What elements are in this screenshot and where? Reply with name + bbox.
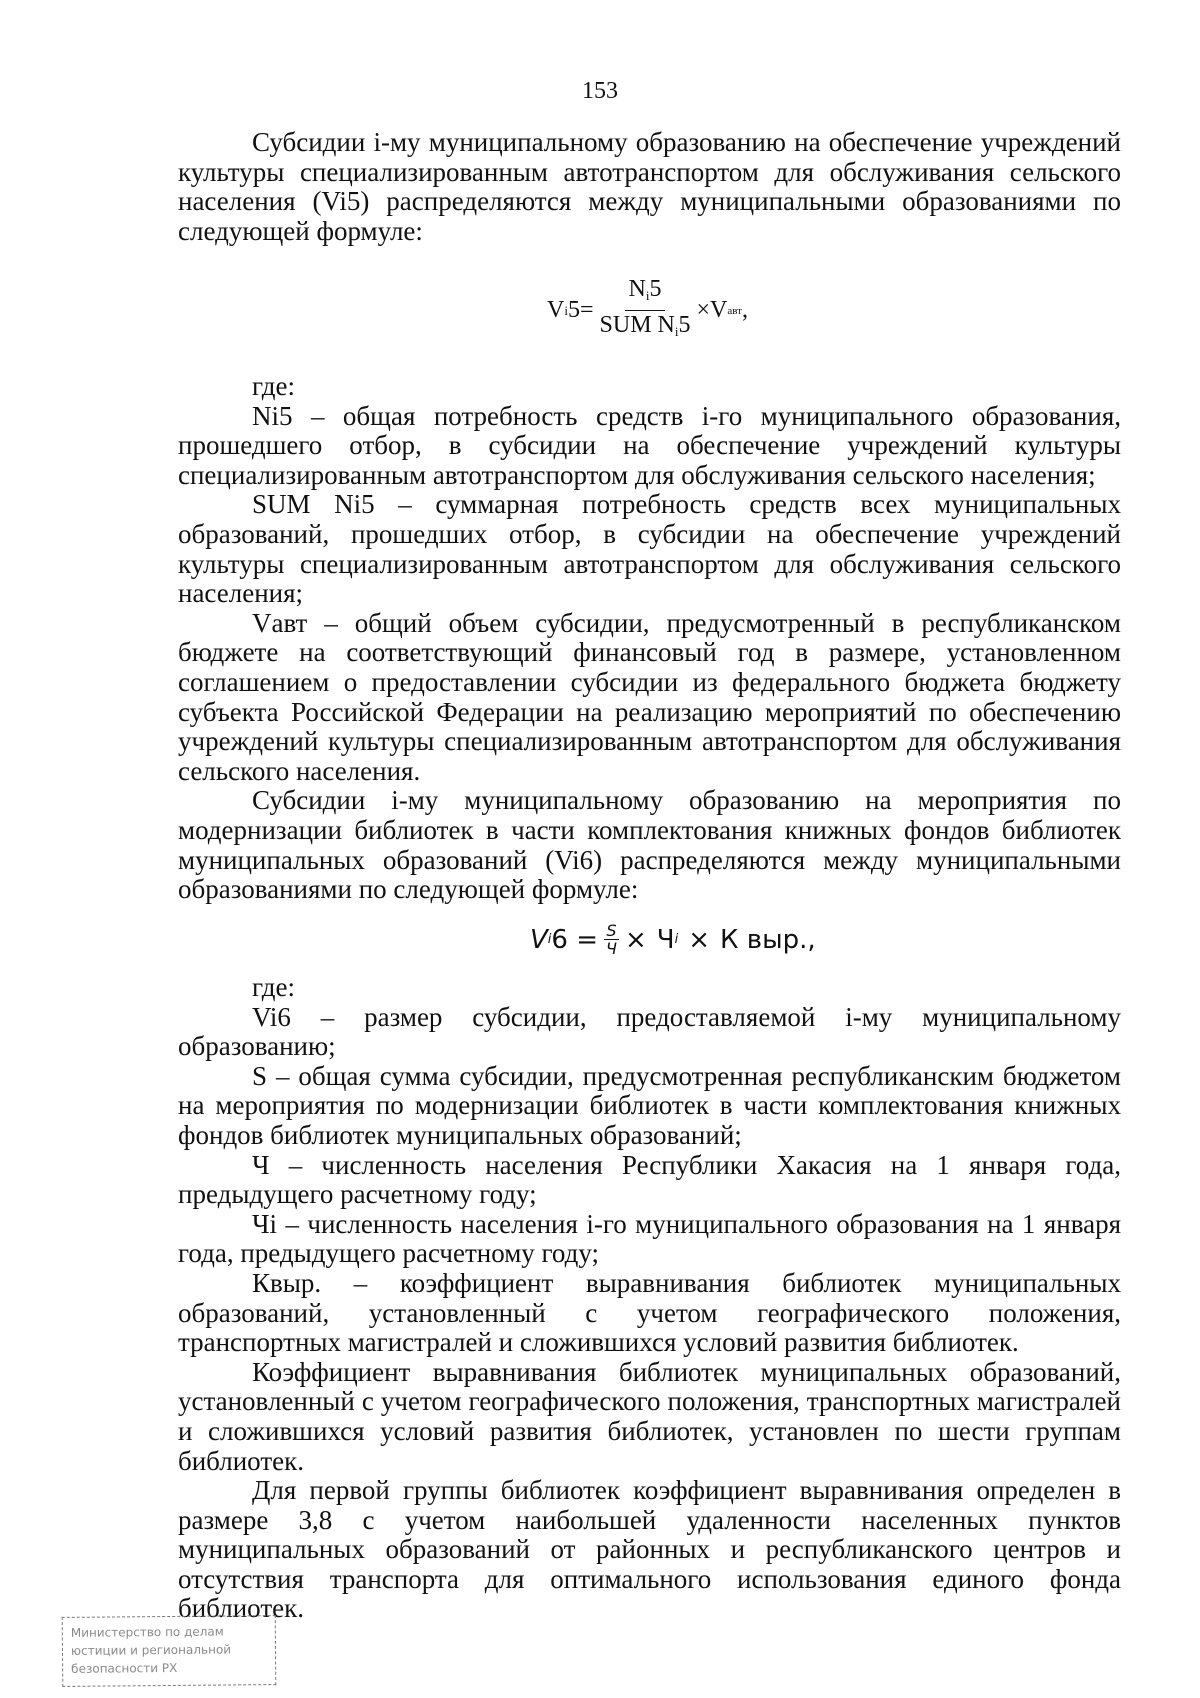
- paragraph: Ni5 – общая потребность средств i-го муниципального образования, прошедшего отбор, в субсидии на обеспечение учреждений культуры специализированным автотранспортом для обслуживания сельского населения;: [178, 400, 1121, 490]
- definitions-block-2: [178, 973, 1121, 1624]
- formula-punct: .,: [799, 924, 816, 955]
- paragraph: Коэффициент выравнивания библиотек муниципальных образований, установленный с учетом географического положения, транспортных магистралей и сложившихся условий развития библиотек, установлен по шести группам библиотек.: [178, 1356, 1121, 1476]
- paragraph: Ч – численность населения Республики Хакасия на 1 января года, предыдущего расчетному году;: [178, 1149, 1121, 1210]
- page-number: 153: [582, 78, 618, 104]
- formula-subscript: i: [564, 302, 568, 318]
- formula-subscript: i: [674, 932, 679, 947]
- stamp-line: Министерство по делам: [70, 1624, 224, 1640]
- formula-symbol: V: [547, 297, 565, 323]
- paragraph: Субсидии i-му муниципальному образованию на обеспечение учреждений культуры специализированным автотранспортом для обслуживания сельского населения (Vi5) распределяются между муниципальными образованиями по следующей формуле:: [178, 127, 1121, 246]
- formula-subsidy-libraries: [530, 922, 816, 957]
- fraction-denominator: Ч: [606, 939, 617, 958]
- intro-paragraph-block: [178, 128, 1121, 246]
- registration-stamp: [62, 1615, 277, 1687]
- formula-symbol: ×V: [696, 297, 728, 323]
- definitions-block-1: [178, 372, 1121, 905]
- formula-fraction: [596, 276, 695, 345]
- paragraph: Квыр. – коэффициент выравнивания библиотек муниципальных образований, установленный с учетом географического положения, транспортных магистралей и сложившихся условий развития библиотек.: [178, 1267, 1121, 1358]
- formula-symbol: К выр: [720, 924, 800, 955]
- fraction-numerator: $N_i5$: [625, 276, 666, 311]
- formula-punct: ,: [741, 297, 748, 323]
- paragraph-where: где:: [252, 371, 295, 401]
- paragraph: Субсидии i-му муниципальному образованию на мероприятия по модернизации библиотек в части комплектования книжных фондов библиотек муниципальных образований (Vi6) распределяются между муниципальными образованиями по следующей формуле:: [178, 785, 1121, 905]
- formula-symbol: Ч: [656, 924, 675, 955]
- formula-symbol: 6 =: [551, 924, 599, 955]
- formula-fraction: [604, 922, 619, 957]
- stamp-line: юстиции и региональной: [70, 1642, 232, 1658]
- stamp-line: безопасности РХ: [71, 1660, 178, 1676]
- paragraph: SUM Ni5 – суммарная потребность средств всех муниципальных образований, прошедших отбор, в субсидии на обеспечение учреждений культуры специализированным автотранспортом для обслуживания сельского населения;: [178, 489, 1121, 609]
- paragraph: Для первой группы библиотек коэффициент выравнивания определен в размере 3,8 с учетом наибольшей удаленности населенных пунктов муниципальных образований от районных и республиканского центров и отсутствия транспорта для оптимального использования единого фонда библиотек.: [178, 1475, 1121, 1624]
- formula-subscript: авт: [727, 304, 742, 317]
- formula-subsidy-autotransport: [547, 276, 748, 345]
- paragraph: Vi6 – размер субсидии, предоставляемой i-му муниципальному образованию;: [178, 1001, 1121, 1062]
- formula-subscript: i: [547, 932, 552, 947]
- formula-operator: ×: [688, 924, 711, 955]
- fraction-numerator: S: [606, 921, 617, 940]
- fraction-denominator: SUM $N_i5$: [599, 312, 691, 339]
- formula-symbol: V: [530, 924, 548, 955]
- paragraph: Vавт – общий объем субсидии, предусмотренный в республиканском бюджете на соответствующий финансовый год в размере, установленном соглашением о предоставлении субсидии из федерального бюджета бюджету субъекта Российской Федерации на реализацию мероприятий по обеспечению учреждений культуры специализированным автотранспортом для обслуживания сельского населения.: [178, 607, 1121, 786]
- paragraph: S – общая сумма субсидии, предусмотренная республиканским бюджетом на мероприятия по модернизации библиотек в части комплектования книжных фондов библиотек муниципальных образований;: [178, 1060, 1121, 1150]
- formula-operator: ×: [624, 924, 647, 955]
- paragraph-where: где:: [252, 972, 295, 1002]
- paragraph: Чi – численность населения i-го муниципального образования на 1 января года, предыдущего расчетному году;: [178, 1208, 1121, 1269]
- formula-symbol: 5=: [567, 297, 594, 323]
